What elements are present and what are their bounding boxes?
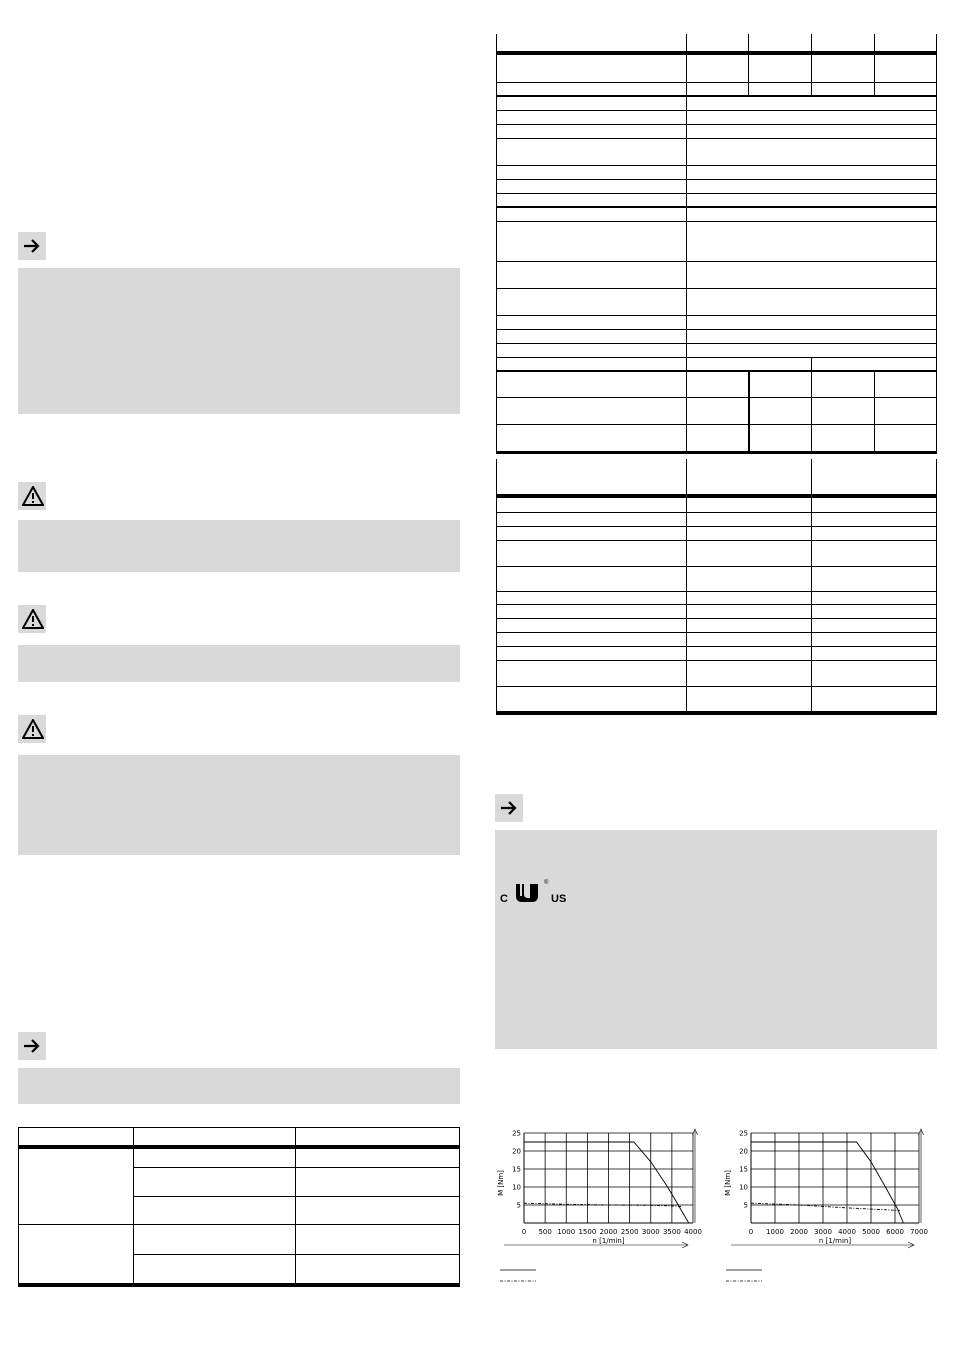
x-tick-label: 2000: [790, 1228, 808, 1236]
arrow-right-icon: [22, 236, 42, 256]
torque-speed-chart-2: [716, 1125, 936, 1290]
x-tick-label: 2000: [599, 1228, 618, 1236]
y-tick-label: 15: [739, 1165, 748, 1174]
note-icon-box: [18, 232, 46, 260]
y-axis-label: M [Nm]: [497, 1170, 505, 1196]
x-axis-label: n [1/min]: [592, 1237, 625, 1245]
note-panel: [495, 830, 937, 1049]
x-tick-label: 4000: [838, 1228, 856, 1236]
x-tick-label: 0: [521, 1228, 527, 1236]
cul-us-logo: [500, 880, 570, 908]
y-tick-label: 25: [512, 1129, 521, 1138]
x-tick-label: 3000: [641, 1228, 660, 1236]
note-icon-box: [18, 1032, 46, 1060]
arrow-right-icon: [499, 798, 519, 818]
y-tick-label: 25: [739, 1129, 748, 1138]
arrow-right-icon: [22, 1036, 42, 1056]
x-tick-label: 5000: [862, 1228, 880, 1236]
plot-area: [497, 1129, 702, 1281]
y-axis-label: M [Nm]: [724, 1170, 732, 1196]
x-tick-label: 1000: [557, 1228, 576, 1236]
warning-panel: [18, 520, 460, 572]
series-line-0: [524, 1142, 689, 1223]
x-tick-label: 4000: [684, 1228, 702, 1236]
y-tick-label: 5: [516, 1201, 521, 1210]
x-axis-label: n [1/min]: [818, 1237, 852, 1245]
x-tick-label: 1500: [578, 1228, 597, 1236]
x-tick-label: 7000: [910, 1228, 928, 1236]
x-tick-label: 3000: [814, 1228, 832, 1236]
x-tick-label: 0: [748, 1228, 754, 1236]
y-tick-label: 10: [512, 1183, 521, 1192]
series-line-1: [751, 1203, 900, 1210]
y-tick-label: 5: [743, 1201, 748, 1210]
warning-icon-box: [18, 715, 46, 743]
series-line-0: [751, 1142, 903, 1223]
warning-triangle-icon: [22, 609, 44, 629]
ul-registered-mark: ®: [544, 880, 549, 886]
ul-logo-icon: [510, 882, 542, 904]
x-tick-label: 2500: [620, 1228, 639, 1236]
warning-triangle-icon: [22, 719, 44, 739]
ul-c-letter: C: [500, 893, 508, 905]
ul-us-letters: US: [551, 893, 567, 905]
warning-icon-box: [18, 482, 46, 510]
note-icon-box: [495, 794, 523, 822]
y-tick-label: 20: [512, 1147, 521, 1156]
warning-icon-box: [18, 605, 46, 633]
x-tick-label: 1000: [766, 1228, 784, 1236]
note-panel: [18, 1068, 460, 1104]
y-tick-label: 20: [739, 1147, 748, 1156]
warning-triangle-icon: [22, 486, 44, 506]
warning-panel: [18, 645, 460, 682]
y-tick-label: 10: [739, 1183, 748, 1192]
note-panel: [18, 268, 460, 414]
torque-speed-chart-1: [490, 1125, 710, 1290]
x-tick-label: 6000: [886, 1228, 904, 1236]
plot-area: [724, 1129, 928, 1281]
y-tick-label: 15: [512, 1165, 521, 1174]
warning-panel: [18, 755, 460, 855]
x-tick-label: 500: [538, 1228, 552, 1236]
x-tick-label: 3500: [662, 1228, 681, 1236]
